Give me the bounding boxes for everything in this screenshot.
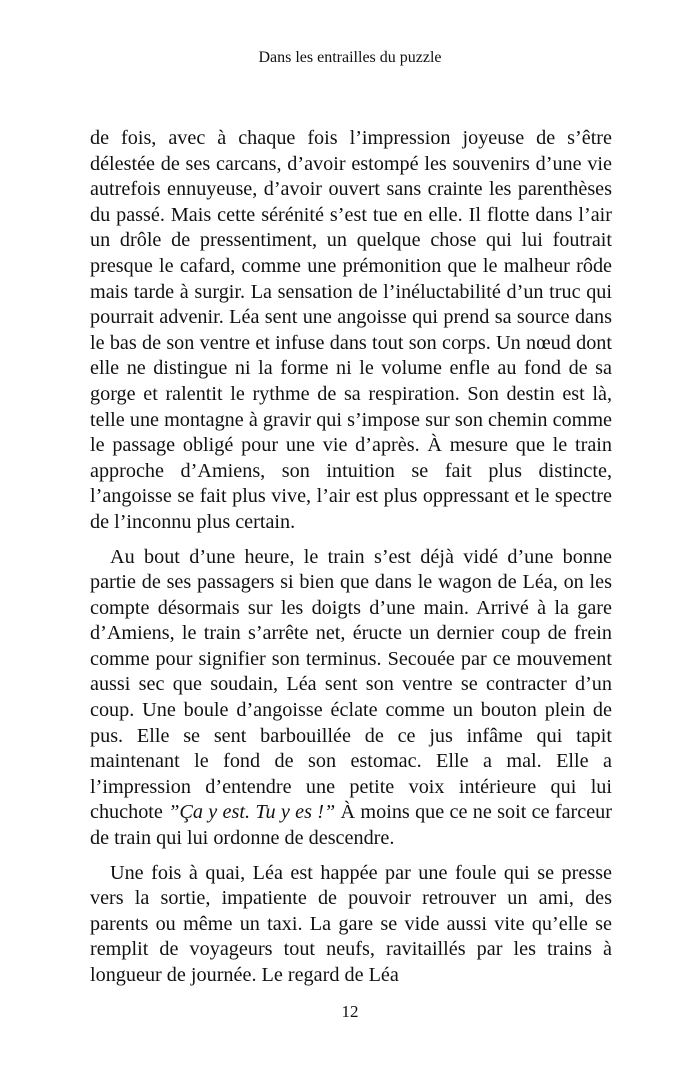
paragraph-1: de fois, avec à chaque fois l’impression joyeuse de s’être délestée de ses carcans, d’avoir estompé les souvenirs d’une vie autrefois ennuyeuse, d’avoir ouvert sans crainte les parenthèses du passé. Mais cette sérénité s’est tue en elle. Il flotte dans l’air un drôle de pressentiment, un quelque chose qui lui foutrait presque le cafard, comme une prémonition que le malheur rôde mais tarde à surgir. La sensation de l’inéluctabilité d’un truc qui pourrait advenir. Léa sent une angoisse qui prend sa source dans le bas de son ventre et infuse dans tout son corps. Un nœud dont elle ne distingue ni la forme ni le volume enfle au fond de sa gorge et ralentit le rythme de sa respiration. Son destin est là, telle une montagne à gravir qui s’impose sur son chemin comme le passage obligé pour une vie d’après. À mesure que le train approche d’Amiens, son intuition se fait plus distincte, l’angoisse se fait plus vive, l’air est plus oppressant et le spectre de l’inconnu plus certain.	[90, 127, 612, 533]
paragraph-2	[90, 545, 612, 852]
paragraph-2-tail: À moins que ce ne soit ce farceur de train qui lui ordonne de descendre.	[90, 801, 612, 850]
paragraph-3: Une fois à quai, Léa est happée par une foule qui se presse vers la sortie, impatiente de pouvoir retrouver un ami, des parents ou même un taxi. La gare se vide aussi vite qu’elle se remplit de voyageurs tout neufs, ravitaillés par les trains à longueur de journée. Le regard de Léa	[90, 861, 612, 986]
running-title: Dans les entrailles du puzzle	[258, 49, 442, 66]
page-number: 12	[341, 1002, 359, 1021]
paragraph-2-quote: ”Ça y est. Tu y es !”	[168, 801, 336, 824]
body-text	[90, 126, 612, 998]
paragraph-2-text: Au bout d’une heure, le train s’est déjà vidé d’une bonne partie de ses passagers si bien que dans le wagon de Léa, on les compte désormais sur les doigts d’une main. Arrivé à la gare d’Amiens, le train s’arrête net, éructe un dernier coup de frein comme pour signifier son terminus. Secouée par ce mouvement aussi sec que soudain, Léa sent son ventre se contracter d’un coup. Une boule d’angoisse éclate comme un bouton plein de pus. Elle se sent barbouillée de ce jus infâme qui tapit maintenant le fond de son estomac. Elle a mal. Elle a l’impression d’entendre une petite voix intérieure qui lui chuchote	[90, 545, 612, 824]
